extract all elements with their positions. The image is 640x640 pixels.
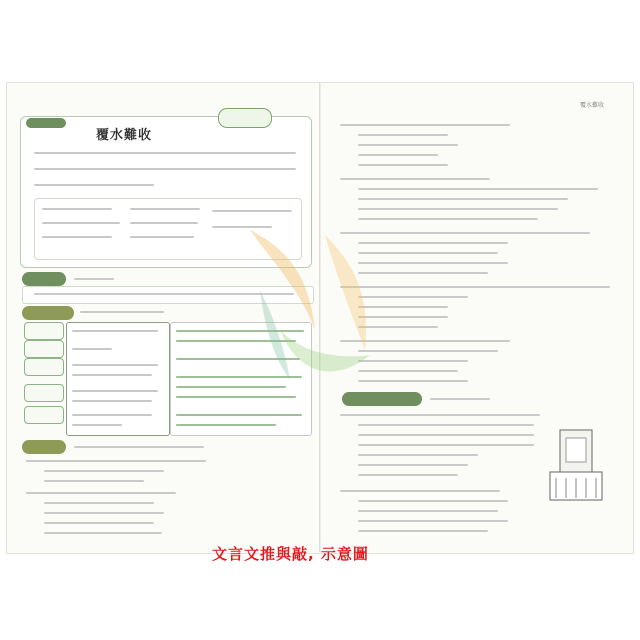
watermark-logo: [220, 210, 420, 410]
table-box: [66, 322, 170, 436]
section-heading: [22, 272, 66, 286]
table-row-header: [24, 358, 64, 376]
wedding-illustration: [546, 424, 606, 506]
table-row-header: [24, 340, 64, 358]
table-row-header: [24, 384, 64, 402]
page-title: 覆水難收: [96, 128, 153, 143]
section-heading: [22, 306, 74, 320]
page-header: 覆水難收: [580, 102, 605, 109]
overlay-caption: 文言文推與敲, 示意圖: [212, 545, 369, 563]
section-heading: [22, 440, 66, 454]
table-row-header: [24, 322, 64, 340]
badge: [218, 108, 272, 128]
passage-label: [26, 118, 66, 128]
table-row-header: [24, 406, 64, 424]
